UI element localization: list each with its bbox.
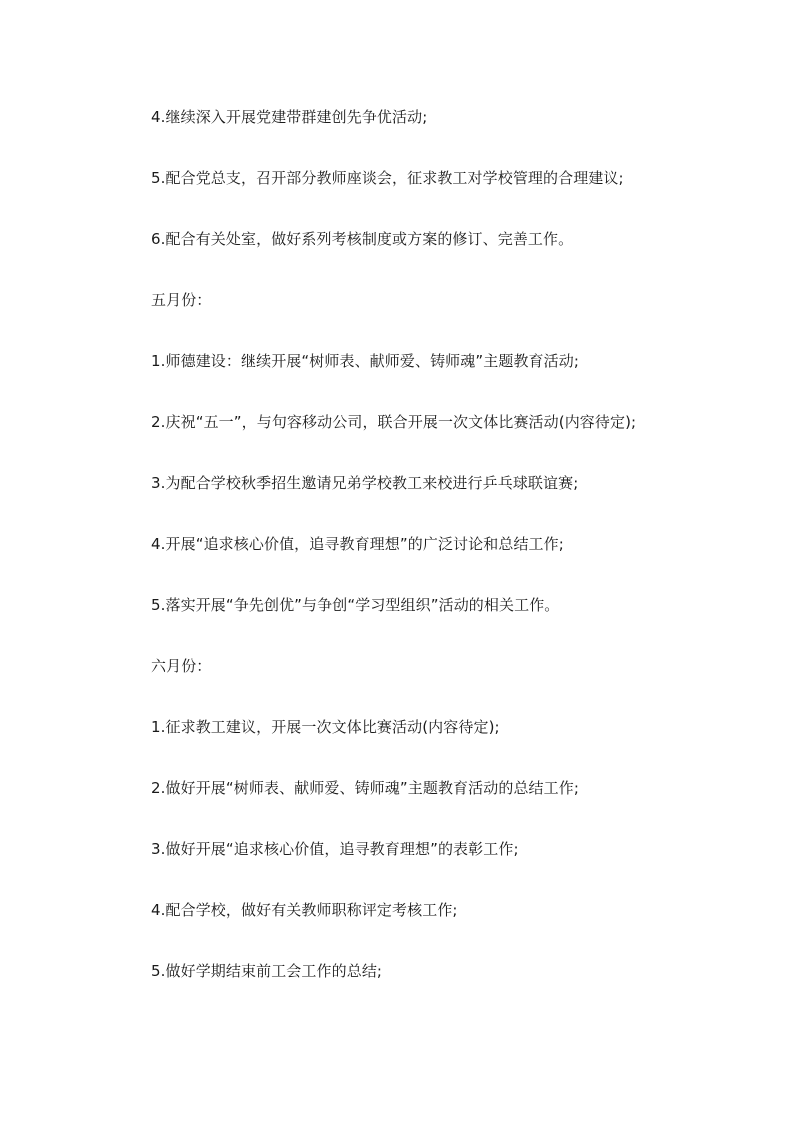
june-item-4: 4.配合学校，做好有关教师职称评定考核工作; <box>151 901 458 919</box>
may-prior-item-5: 5.配合党总支，召开部分教师座谈会，征求教工对学校管理的合理建议; <box>151 169 624 187</box>
may-item-4: 4.开展“追求核心价值，追寻教育理想”的广泛讨论和总结工作; <box>151 535 564 553</box>
section-heading-june: 六月份： <box>151 657 212 675</box>
may-item-3: 3.为配合学校秋季招生邀请兄弟学校教工来校进行乒乓球联谊赛; <box>151 474 579 492</box>
june-item-1: 1.征求教工建议，开展一次文体比赛活动(内容待定); <box>151 718 500 736</box>
may-prior-item-4: 4.继续深入开展党建带群建创先争优活动; <box>151 108 428 126</box>
may-prior-item-6: 6.配合有关处室，做好系列考核制度或方案的修订、完善工作。 <box>151 230 574 248</box>
may-item-2: 2.庆祝“五一”，与句容移动公司，联合开展一次文体比赛活动(内容待定); <box>151 413 637 431</box>
may-item-5: 5.落实开展“争先创优”与争创“学习型组织”活动的相关工作。 <box>151 596 560 614</box>
june-item-3: 3.做好开展“追求核心价值，追寻教育理想”的表彰工作; <box>151 840 519 858</box>
section-heading-may: 五月份： <box>151 291 212 309</box>
june-item-5: 5.做好学期结束前工会工作的总结; <box>151 962 383 980</box>
june-item-2: 2.做好开展“树师表、献师爱、铸师魂”主题教育活动的总结工作; <box>151 779 580 797</box>
may-item-1: 1.师德建设：继续开展“树师表、献师爱、铸师魂”主题教育活动; <box>151 352 580 370</box>
